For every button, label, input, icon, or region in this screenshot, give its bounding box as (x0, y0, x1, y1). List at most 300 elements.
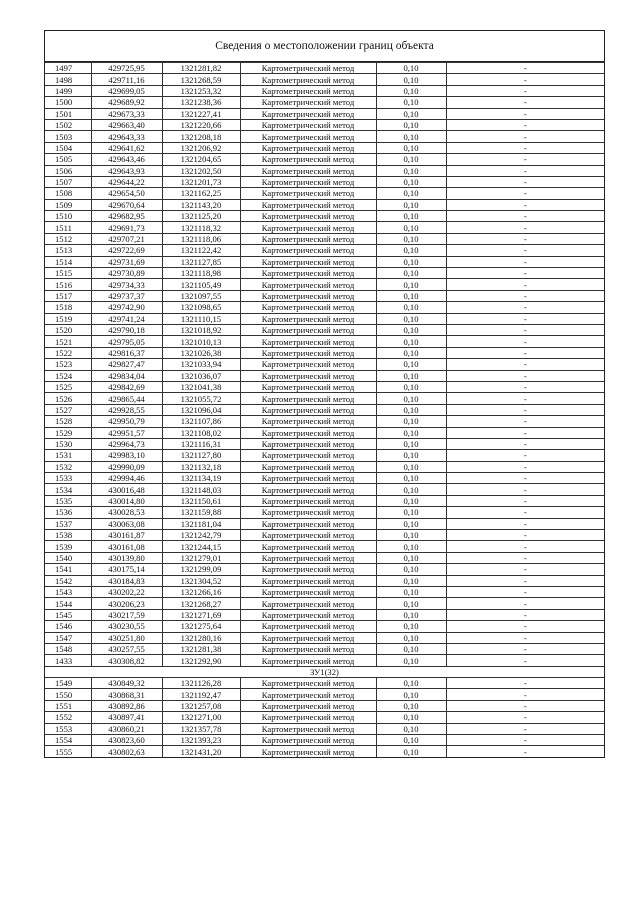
accuracy-cell: 0,10 (376, 438, 446, 449)
accuracy-cell: 0,10 (376, 142, 446, 153)
coordinate-x-cell: 429673,33 (91, 108, 162, 119)
coordinate-x-cell: 430860,21 (91, 723, 162, 734)
accuracy-cell: 0,10 (376, 268, 446, 279)
accuracy-cell: 0,10 (376, 256, 446, 267)
table-row (45, 609, 604, 620)
coordinate-x-cell: 429691,73 (91, 222, 162, 233)
coordinate-x-cell: 429827,47 (91, 359, 162, 370)
point-number-cell: 1555 (45, 746, 91, 757)
coordinate-y-cell: 1321227,41 (162, 108, 240, 119)
description-cell: - (446, 381, 604, 392)
description-cell: - (446, 233, 604, 244)
description-cell: - (446, 427, 604, 438)
coordinate-x-cell: 430063,08 (91, 518, 162, 529)
coordinate-y-cell: 1321192,47 (162, 689, 240, 700)
method-cell: Картометрический метод (240, 256, 376, 267)
description-cell: - (446, 552, 604, 563)
coordinate-x-cell: 430802,63 (91, 746, 162, 757)
accuracy-cell: 0,10 (376, 575, 446, 586)
point-number-cell: 1433 (45, 655, 91, 666)
coordinate-y-cell: 1321202,50 (162, 165, 240, 176)
accuracy-cell: 0,10 (376, 700, 446, 711)
table-row (45, 643, 604, 654)
accuracy-cell: 0,10 (376, 541, 446, 552)
coordinate-x-cell: 429795,05 (91, 336, 162, 347)
point-number-cell: 1501 (45, 108, 91, 119)
method-cell: Картометрический метод (240, 450, 376, 461)
coordinate-x-cell: 430217,59 (91, 609, 162, 620)
coordinate-x-cell: 429865,44 (91, 393, 162, 404)
coordinate-y-cell: 1321105,49 (162, 279, 240, 290)
coordinate-y-cell: 1321010,13 (162, 336, 240, 347)
table-row (45, 245, 604, 256)
table-row (45, 541, 604, 552)
point-number-cell: 1512 (45, 233, 91, 244)
point-number-cell: 1538 (45, 530, 91, 541)
method-cell: Картометрический метод (240, 700, 376, 711)
accuracy-cell: 0,10 (376, 564, 446, 575)
description-cell: - (446, 416, 604, 427)
description-cell: - (446, 370, 604, 381)
coordinate-x-cell: 429964,73 (91, 438, 162, 449)
coordinate-y-cell: 1321134,19 (162, 473, 240, 484)
coordinate-x-cell: 429834,04 (91, 370, 162, 381)
point-number-cell: 1524 (45, 370, 91, 381)
point-number-cell: 1511 (45, 222, 91, 233)
accuracy-cell: 0,10 (376, 473, 446, 484)
table-row (45, 154, 604, 165)
method-cell: Картометрический метод (240, 63, 376, 74)
method-cell: Картометрический метод (240, 746, 376, 757)
accuracy-cell: 0,10 (376, 279, 446, 290)
description-cell: - (446, 678, 604, 689)
coordinate-x-cell: 430897,41 (91, 712, 162, 723)
table-row (45, 85, 604, 96)
coordinate-x-cell: 430868,31 (91, 689, 162, 700)
method-cell: Картометрический метод (240, 393, 376, 404)
coordinate-y-cell: 1321242,79 (162, 530, 240, 541)
accuracy-cell: 0,10 (376, 461, 446, 472)
method-cell: Картометрический метод (240, 621, 376, 632)
table-row (45, 450, 604, 461)
description-cell: - (446, 518, 604, 529)
table-row (45, 427, 604, 438)
coordinate-y-cell: 1321118,98 (162, 268, 240, 279)
table-row (45, 211, 604, 222)
point-number-cell: 1530 (45, 438, 91, 449)
accuracy-cell: 0,10 (376, 211, 446, 222)
table-row (45, 188, 604, 199)
coordinate-x-cell: 429742,90 (91, 302, 162, 313)
coordinate-y-cell: 1321018,92 (162, 324, 240, 335)
point-number-cell: 1506 (45, 165, 91, 176)
coordinate-x-cell: 430175,14 (91, 564, 162, 575)
accuracy-cell: 0,10 (376, 484, 446, 495)
point-number-cell: 1513 (45, 245, 91, 256)
page-title: Сведения о местоположении границ объекта (45, 31, 604, 62)
description-cell: - (446, 700, 604, 711)
point-number-cell: 1552 (45, 712, 91, 723)
coordinate-y-cell: 1321266,16 (162, 586, 240, 597)
table-row (45, 347, 604, 358)
method-cell: Картометрический метод (240, 119, 376, 130)
method-cell: Картометрический метод (240, 211, 376, 222)
accuracy-cell: 0,10 (376, 131, 446, 142)
coordinate-y-cell: 1321036,07 (162, 370, 240, 381)
coordinate-y-cell: 1321275,64 (162, 621, 240, 632)
table-row (45, 108, 604, 119)
point-number-cell: 1500 (45, 97, 91, 108)
description-cell: - (446, 712, 604, 723)
coordinate-y-cell: 1321159,88 (162, 507, 240, 518)
coordinate-x-cell: 430161,08 (91, 541, 162, 552)
point-number-cell: 1537 (45, 518, 91, 529)
coordinate-x-cell: 429689,92 (91, 97, 162, 108)
method-cell: Картометрический метод (240, 142, 376, 153)
method-cell: Картометрический метод (240, 165, 376, 176)
description-cell: - (446, 211, 604, 222)
point-number-cell: 1531 (45, 450, 91, 461)
method-cell: Картометрический метод (240, 381, 376, 392)
coordinate-y-cell: 1321393,23 (162, 735, 240, 746)
accuracy-cell: 0,10 (376, 119, 446, 130)
method-cell: Картометрический метод (240, 313, 376, 324)
table-row (45, 678, 604, 689)
coordinate-x-cell: 429928,55 (91, 404, 162, 415)
accuracy-cell: 0,10 (376, 678, 446, 689)
point-number-cell: 1514 (45, 256, 91, 267)
description-cell: - (446, 256, 604, 267)
accuracy-cell: 0,10 (376, 324, 446, 335)
description-cell: - (446, 564, 604, 575)
table-row (45, 199, 604, 210)
method-cell: Картометрический метод (240, 245, 376, 256)
description-cell: - (446, 621, 604, 632)
description-cell: - (446, 598, 604, 609)
coordinate-y-cell: 1321118,06 (162, 233, 240, 244)
coordinate-x-cell: 429722,69 (91, 245, 162, 256)
accuracy-cell: 0,10 (376, 723, 446, 734)
description-cell: - (446, 324, 604, 335)
coordinate-x-cell: 429670,64 (91, 199, 162, 210)
coordinate-y-cell: 1321253,32 (162, 85, 240, 96)
point-number-cell: 1553 (45, 723, 91, 734)
method-cell: Картометрический метод (240, 188, 376, 199)
method-cell: Картометрический метод (240, 438, 376, 449)
accuracy-cell: 0,10 (376, 552, 446, 563)
coordinate-y-cell: 1321150,61 (162, 495, 240, 506)
description-cell: - (446, 404, 604, 415)
document-sheet (44, 30, 605, 758)
accuracy-cell: 0,10 (376, 74, 446, 85)
section-row (45, 666, 604, 677)
coordinate-x-cell: 429682,95 (91, 211, 162, 222)
coordinate-y-cell: 1321357,78 (162, 723, 240, 734)
table-row (45, 723, 604, 734)
accuracy-cell: 0,10 (376, 336, 446, 347)
coordinate-y-cell: 1321204,65 (162, 154, 240, 165)
coordinate-y-cell: 1321108,02 (162, 427, 240, 438)
coordinate-x-cell: 429644,22 (91, 176, 162, 187)
point-number-cell: 1517 (45, 290, 91, 301)
method-cell: Картометрический метод (240, 199, 376, 210)
point-number-cell: 1504 (45, 142, 91, 153)
table-row (45, 632, 604, 643)
table-row (45, 416, 604, 427)
accuracy-cell: 0,10 (376, 643, 446, 654)
description-cell: - (446, 268, 604, 279)
coordinate-y-cell: 1321096,04 (162, 404, 240, 415)
description-cell: - (446, 575, 604, 586)
method-cell: Картометрический метод (240, 655, 376, 666)
accuracy-cell: 0,10 (376, 188, 446, 199)
coordinate-x-cell: 429951,57 (91, 427, 162, 438)
table-row (45, 393, 604, 404)
accuracy-cell: 0,10 (376, 632, 446, 643)
coordinate-y-cell: 1321148,03 (162, 484, 240, 495)
method-cell: Картометрический метод (240, 484, 376, 495)
point-number-cell: 1543 (45, 586, 91, 597)
description-cell: - (446, 290, 604, 301)
point-number-cell: 1542 (45, 575, 91, 586)
coordinate-y-cell: 1321281,38 (162, 643, 240, 654)
coordinate-x-cell: 430028,53 (91, 507, 162, 518)
method-cell: Картометрический метод (240, 530, 376, 541)
point-number-cell: 1548 (45, 643, 91, 654)
description-cell: - (446, 222, 604, 233)
method-cell: Картометрический метод (240, 723, 376, 734)
accuracy-cell: 0,10 (376, 450, 446, 461)
coordinate-x-cell: 429654,50 (91, 188, 162, 199)
table-row (45, 131, 604, 142)
coordinate-y-cell: 1321125,20 (162, 211, 240, 222)
accuracy-cell: 0,10 (376, 746, 446, 757)
point-number-cell: 1520 (45, 324, 91, 335)
method-cell: Картометрический метод (240, 427, 376, 438)
method-cell: Картометрический метод (240, 598, 376, 609)
method-cell: Картометрический метод (240, 222, 376, 233)
description-cell: - (446, 279, 604, 290)
method-cell: Картометрический метод (240, 552, 376, 563)
table-row (45, 233, 604, 244)
coordinate-y-cell: 1321279,01 (162, 552, 240, 563)
accuracy-cell: 0,10 (376, 530, 446, 541)
table-row (45, 712, 604, 723)
description-cell: - (446, 541, 604, 552)
coordinate-x-cell: 430849,32 (91, 678, 162, 689)
table-row (45, 495, 604, 506)
method-cell: Картометрический метод (240, 473, 376, 484)
coordinate-y-cell: 1321026,38 (162, 347, 240, 358)
coordinate-y-cell: 1321033,94 (162, 359, 240, 370)
description-cell: - (446, 63, 604, 74)
coordinate-y-cell: 1321292,90 (162, 655, 240, 666)
coordinate-y-cell: 1321206,92 (162, 142, 240, 153)
description-cell: - (446, 154, 604, 165)
coordinate-y-cell: 1321304,52 (162, 575, 240, 586)
table-row (45, 700, 604, 711)
description-cell: - (446, 735, 604, 746)
accuracy-cell: 0,10 (376, 63, 446, 74)
description-cell: - (446, 723, 604, 734)
description-cell: - (446, 245, 604, 256)
coordinate-x-cell: 430230,55 (91, 621, 162, 632)
method-cell: Картометрический метод (240, 336, 376, 347)
coordinate-x-cell: 430892,86 (91, 700, 162, 711)
method-cell: Картометрический метод (240, 279, 376, 290)
table-row (45, 119, 604, 130)
point-number-cell: 1527 (45, 404, 91, 415)
coordinate-x-cell: 429731,69 (91, 256, 162, 267)
description-cell: - (446, 450, 604, 461)
method-cell: Картометрический метод (240, 609, 376, 620)
method-cell: Картометрический метод (240, 154, 376, 165)
method-cell: Картометрический метод (240, 370, 376, 381)
coordinate-x-cell: 429737,37 (91, 290, 162, 301)
table-row (45, 279, 604, 290)
coordinate-y-cell: 1321118,32 (162, 222, 240, 233)
accuracy-cell: 0,10 (376, 222, 446, 233)
accuracy-cell: 0,10 (376, 347, 446, 358)
point-number-cell: 1533 (45, 473, 91, 484)
point-number-cell: 1507 (45, 176, 91, 187)
method-cell: Картометрический метод (240, 290, 376, 301)
description-cell: - (446, 473, 604, 484)
point-number-cell: 1532 (45, 461, 91, 472)
point-number-cell: 1534 (45, 484, 91, 495)
point-number-cell: 1509 (45, 199, 91, 210)
coordinate-x-cell: 430823,60 (91, 735, 162, 746)
coordinate-y-cell: 1321238,36 (162, 97, 240, 108)
accuracy-cell: 0,10 (376, 381, 446, 392)
accuracy-cell: 0,10 (376, 393, 446, 404)
description-cell: - (446, 609, 604, 620)
accuracy-cell: 0,10 (376, 735, 446, 746)
point-number-cell: 1499 (45, 85, 91, 96)
description-cell: - (446, 461, 604, 472)
accuracy-cell: 0,10 (376, 165, 446, 176)
coordinate-x-cell: 429790,18 (91, 324, 162, 335)
coordinate-y-cell: 1321122,42 (162, 245, 240, 256)
table-row (45, 689, 604, 700)
method-cell: Картометрический метод (240, 507, 376, 518)
table-row (45, 336, 604, 347)
description-cell: - (446, 643, 604, 654)
method-cell: Картометрический метод (240, 268, 376, 279)
point-number-cell: 1510 (45, 211, 91, 222)
description-cell: - (446, 746, 604, 757)
description-cell: - (446, 336, 604, 347)
description-cell: - (446, 176, 604, 187)
method-cell: Картометрический метод (240, 564, 376, 575)
point-number-cell: 1535 (45, 495, 91, 506)
point-number-cell: 1518 (45, 302, 91, 313)
accuracy-cell: 0,10 (376, 108, 446, 119)
accuracy-cell: 0,10 (376, 416, 446, 427)
coordinate-y-cell: 1321281,82 (162, 63, 240, 74)
coordinate-x-cell: 430202,22 (91, 586, 162, 597)
coordinate-y-cell: 1321181,04 (162, 518, 240, 529)
coordinate-y-cell: 1321127,85 (162, 256, 240, 267)
coordinate-y-cell: 1321098,65 (162, 302, 240, 313)
description-cell: - (446, 131, 604, 142)
method-cell: Картометрический метод (240, 176, 376, 187)
accuracy-cell: 0,10 (376, 689, 446, 700)
description-cell: - (446, 142, 604, 153)
table-row (45, 63, 604, 74)
table-row (45, 165, 604, 176)
method-cell: Картометрический метод (240, 643, 376, 654)
coordinate-y-cell: 1321271,69 (162, 609, 240, 620)
description-cell: - (446, 655, 604, 666)
table-row (45, 256, 604, 267)
point-number-cell: 1522 (45, 347, 91, 358)
point-number-cell: 1505 (45, 154, 91, 165)
table-row (45, 222, 604, 233)
point-number-cell: 1554 (45, 735, 91, 746)
accuracy-cell: 0,10 (376, 97, 446, 108)
table-row (45, 176, 604, 187)
table-row (45, 461, 604, 472)
section-label: ЗУ1(32) (45, 666, 604, 677)
description-cell: - (446, 108, 604, 119)
description-cell: - (446, 199, 604, 210)
coordinate-x-cell: 429816,37 (91, 347, 162, 358)
coordinate-y-cell: 1321097,55 (162, 290, 240, 301)
description-cell: - (446, 165, 604, 176)
coordinate-x-cell: 429734,33 (91, 279, 162, 290)
coordinate-y-cell: 1321257,08 (162, 700, 240, 711)
description-cell: - (446, 188, 604, 199)
point-number-cell: 1540 (45, 552, 91, 563)
coordinate-y-cell: 1321127,80 (162, 450, 240, 461)
coordinate-x-cell: 430257,55 (91, 643, 162, 654)
coordinate-y-cell: 1321132,18 (162, 461, 240, 472)
table-row (45, 302, 604, 313)
coordinate-y-cell: 1321201,73 (162, 176, 240, 187)
description-cell: - (446, 632, 604, 643)
table-row (45, 621, 604, 632)
point-number-cell: 1503 (45, 131, 91, 142)
description-cell: - (446, 347, 604, 358)
coordinate-x-cell: 430016,48 (91, 484, 162, 495)
coordinate-x-cell: 429643,33 (91, 131, 162, 142)
description-cell: - (446, 119, 604, 130)
method-cell: Картометрический метод (240, 586, 376, 597)
table-row (45, 598, 604, 609)
method-cell: Картометрический метод (240, 541, 376, 552)
table-row (45, 655, 604, 666)
coordinate-y-cell: 1321110,15 (162, 313, 240, 324)
point-number-cell: 1497 (45, 63, 91, 74)
boundary-coordinates-table (45, 62, 604, 757)
accuracy-cell: 0,10 (376, 598, 446, 609)
point-number-cell: 1539 (45, 541, 91, 552)
table-row (45, 564, 604, 575)
coordinate-y-cell: 1321055,72 (162, 393, 240, 404)
accuracy-cell: 0,10 (376, 507, 446, 518)
accuracy-cell: 0,10 (376, 290, 446, 301)
coordinate-y-cell: 1321107,86 (162, 416, 240, 427)
coordinate-x-cell: 429707,21 (91, 233, 162, 244)
coordinate-y-cell: 1321220,66 (162, 119, 240, 130)
method-cell: Картометрический метод (240, 518, 376, 529)
accuracy-cell: 0,10 (376, 302, 446, 313)
method-cell: Картометрический метод (240, 85, 376, 96)
coordinate-y-cell: 1321431,20 (162, 746, 240, 757)
method-cell: Картометрический метод (240, 233, 376, 244)
table-row (45, 404, 604, 415)
